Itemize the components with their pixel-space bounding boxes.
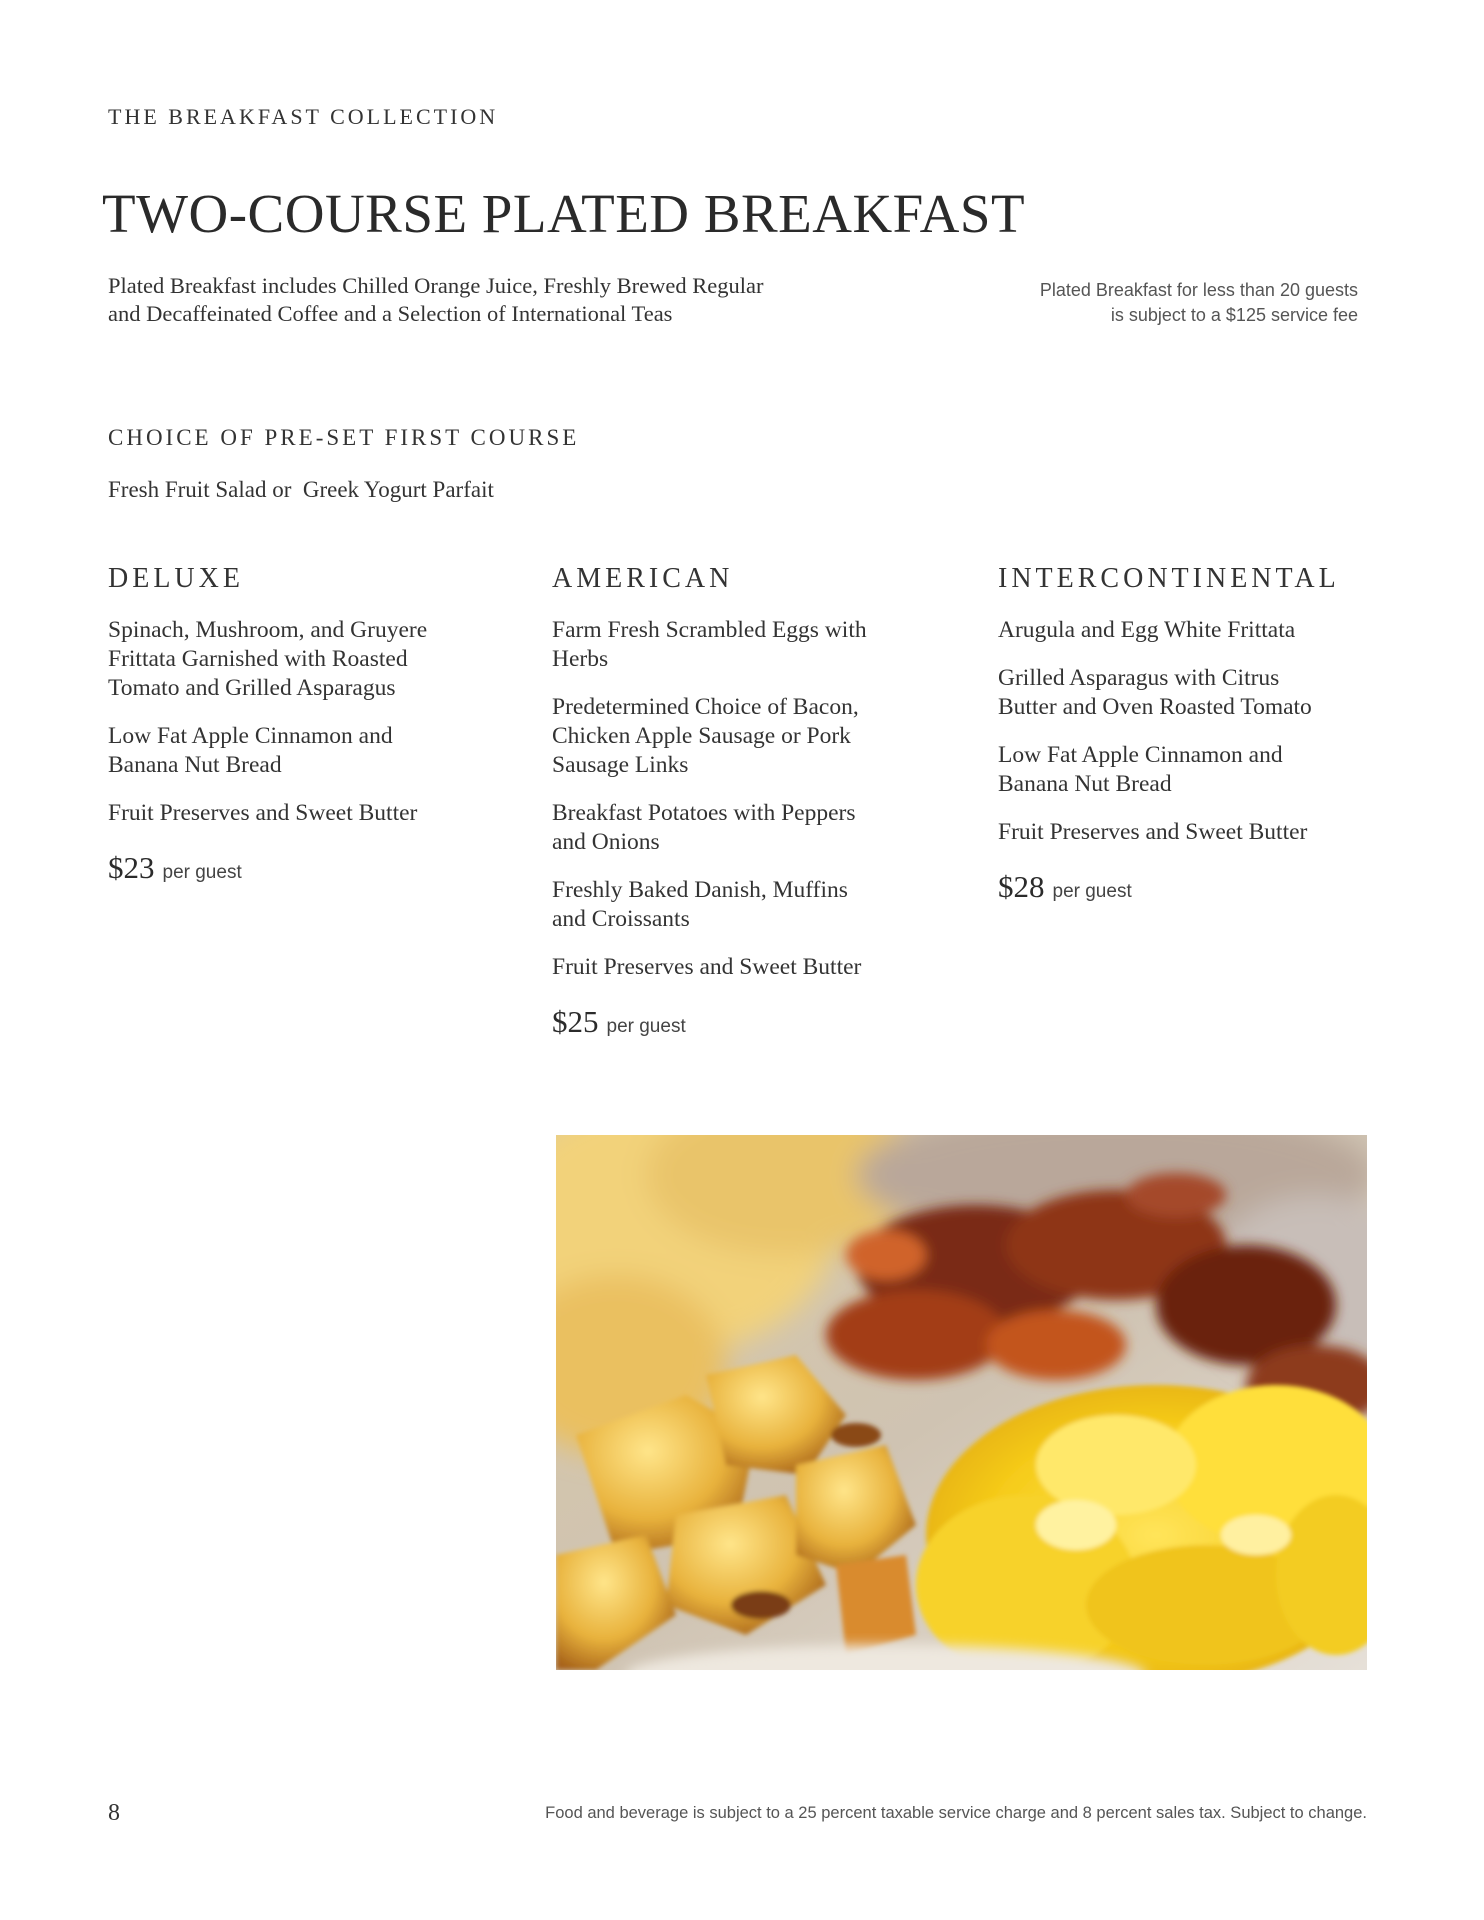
menu-item-line: and Onions bbox=[552, 829, 660, 855]
page-number: 8 bbox=[108, 1800, 120, 1826]
intro-text bbox=[108, 272, 868, 328]
menu-price bbox=[552, 1004, 952, 1040]
menu-item bbox=[998, 741, 1398, 799]
menu-price bbox=[998, 869, 1398, 905]
breakfast-photo bbox=[556, 1135, 1367, 1670]
menu-item bbox=[552, 953, 952, 982]
menu-item-line: Chicken Apple Sausage or Pork bbox=[552, 723, 851, 749]
menu-item-line: Freshly Baked Danish, Muffins bbox=[552, 877, 848, 903]
menu-item bbox=[108, 799, 508, 828]
menu-name: AMERICAN bbox=[552, 563, 734, 594]
price-amount: $23 bbox=[108, 850, 155, 885]
menu-item-line: Predetermined Choice of Bacon, bbox=[552, 694, 859, 720]
fee-line: is subject to a $125 service fee bbox=[1110, 305, 1358, 325]
fee-line: Plated Breakfast for less than 20 guests bbox=[1039, 280, 1358, 300]
menu-item-line: Fruit Preserves and Sweet Butter bbox=[108, 800, 418, 826]
menu-item-line: Low Fat Apple Cinnamon and bbox=[108, 723, 393, 749]
footer-note: Food and beverage is subject to a 25 percent taxable service charge and 8 percent sales tax. Subject to change. bbox=[545, 1804, 1367, 1822]
first-course-options: Fresh Fruit Salad or Greek Yogurt Parfait bbox=[108, 477, 494, 502]
menu-item-line: Breakfast Potatoes with Peppers bbox=[552, 800, 856, 826]
menu-item bbox=[108, 616, 508, 703]
menu-item-line: Butter and Oven Roasted Tomato bbox=[998, 694, 1312, 720]
menu-item bbox=[998, 616, 1398, 645]
price-unit: per guest bbox=[1052, 881, 1132, 902]
menu-column-deluxe bbox=[108, 562, 508, 886]
menu-item-line: Grilled Asparagus with Citrus bbox=[998, 665, 1280, 691]
menu-item-line: Low Fat Apple Cinnamon and bbox=[998, 742, 1283, 768]
intro-line: Plated Breakfast includes Chilled Orange Juice, Freshly Brewed Regular bbox=[108, 273, 764, 298]
menu-item-line: Banana Nut Bread bbox=[998, 771, 1172, 797]
menu-item-line: Spinach, Mushroom, and Gruyere bbox=[108, 617, 428, 643]
menu-item-line: Banana Nut Bread bbox=[108, 752, 282, 778]
menu-item-line: Frittata Garnished with Roasted bbox=[108, 646, 408, 672]
menu-item bbox=[108, 722, 508, 780]
menu-price bbox=[108, 850, 508, 886]
page-title: TWO-COURSE PLATED BREAKFAST bbox=[102, 183, 1026, 244]
menu-item-line: Fruit Preserves and Sweet Butter bbox=[552, 954, 862, 980]
collection-eyebrow: THE BREAKFAST COLLECTION bbox=[108, 104, 499, 129]
menu-item bbox=[998, 818, 1398, 847]
first-course-heading: CHOICE OF PRE-SET FIRST COURSE bbox=[108, 425, 580, 450]
menu-item-line: Sausage Links bbox=[552, 752, 689, 778]
menu-column-american bbox=[552, 562, 952, 1040]
menu-item-line: Arugula and Egg White Frittata bbox=[998, 617, 1296, 643]
menu-item-line: and Croissants bbox=[552, 906, 690, 932]
menu-column-intercontinental bbox=[998, 562, 1398, 905]
price-amount: $25 bbox=[552, 1004, 599, 1039]
menu-item bbox=[998, 664, 1398, 722]
menu-item bbox=[552, 616, 952, 674]
menu-name: INTERCONTINENTAL bbox=[998, 563, 1340, 594]
menu-item bbox=[552, 693, 952, 780]
menu-item-line: Herbs bbox=[552, 646, 609, 672]
menu-item-line: Farm Fresh Scrambled Eggs with bbox=[552, 617, 867, 643]
menu-item-line: Tomato and Grilled Asparagus bbox=[108, 675, 396, 701]
intro-line: and Decaffeinated Coffee and a Selection of International Teas bbox=[108, 301, 673, 326]
price-unit: per guest bbox=[606, 1016, 686, 1037]
menu-item bbox=[552, 799, 952, 857]
service-fee-note bbox=[1040, 278, 1358, 328]
menu-item bbox=[552, 876, 952, 934]
price-amount: $28 bbox=[998, 869, 1045, 904]
menu-item-line: Fruit Preserves and Sweet Butter bbox=[998, 819, 1308, 845]
menu-name: DELUXE bbox=[108, 563, 244, 594]
price-unit: per guest bbox=[162, 862, 242, 883]
